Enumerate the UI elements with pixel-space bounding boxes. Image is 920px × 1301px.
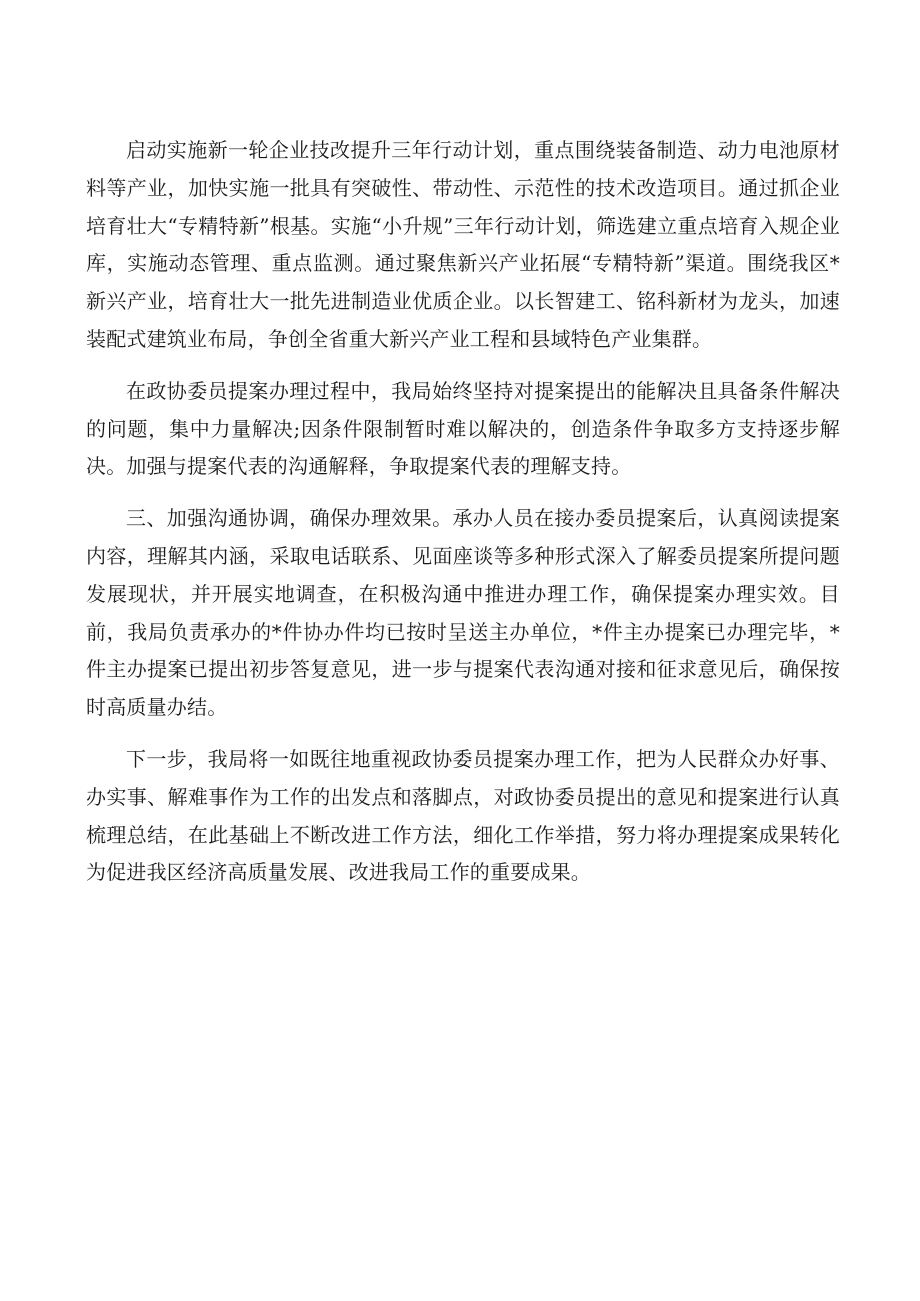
- paragraph-1: 启动实施新一轮企业技改提升三年行动计划，重点围绕装备制造、动力电池原材料等产业，加快实施一批具有突破性、带动性、示范性的技术改造项目。通过抓企业培育壮大“专精特新”根基。实施“小升规”三年行动计划，筛选建立重点培育入规企业库，实施动态管理、重点监测。通过聚焦新兴产业拓展“专精特新”渠道。围绕我区*新兴产业，培育壮大一批先进制造业优质企业。以长智建工、铭科新材为龙头，加速装配式建筑业布局，争创全省重大新兴产业工程和县域特色产业集群。: [86, 138, 840, 351]
- document-body: [86, 132, 840, 906]
- paragraph-4: 下一步，我局将一如既往地重视政协委员提案办理工作，把为人民群众办好事、办实事、解难事作为工作的出发点和落脚点，对政协委员提出的意见和提案进行认真梳理总结，在此基础上不断改进工作方法，细化工作举措，努力将办理提案成果转化为促进我区经济高质量发展、改进我局工作的重要成果。: [86, 746, 840, 885]
- paragraph-3: 三、加强沟通协调，确保办理效果。承办人员在接办委员提案后，认真阅读提案内容，理解其内涵，采取电话联系、见面座谈等多种形式深入了解委员提案所提问题发展现状，并开展实地调查，在积极沟通中推进办理工作，确保提案办理实效。目前，我局负责承办的*件协办件均已按时呈送主办单位，*件主办提案已办理完毕，*件主办提案已提出初步答复意见，进一步与提案代表沟通对接和征求意见后，确保按时高质量办结。: [86, 506, 840, 720]
- paragraph-2: 在政协委员提案办理过程中，我局始终坚持对提案提出的能解决且具备条件解决的问题，集中力量解决;因条件限制暂时难以解决的，创造条件争取多方支持逐步解决。加强与提案代表的沟通解释，争取提案代表的理解支持。: [86, 378, 840, 479]
